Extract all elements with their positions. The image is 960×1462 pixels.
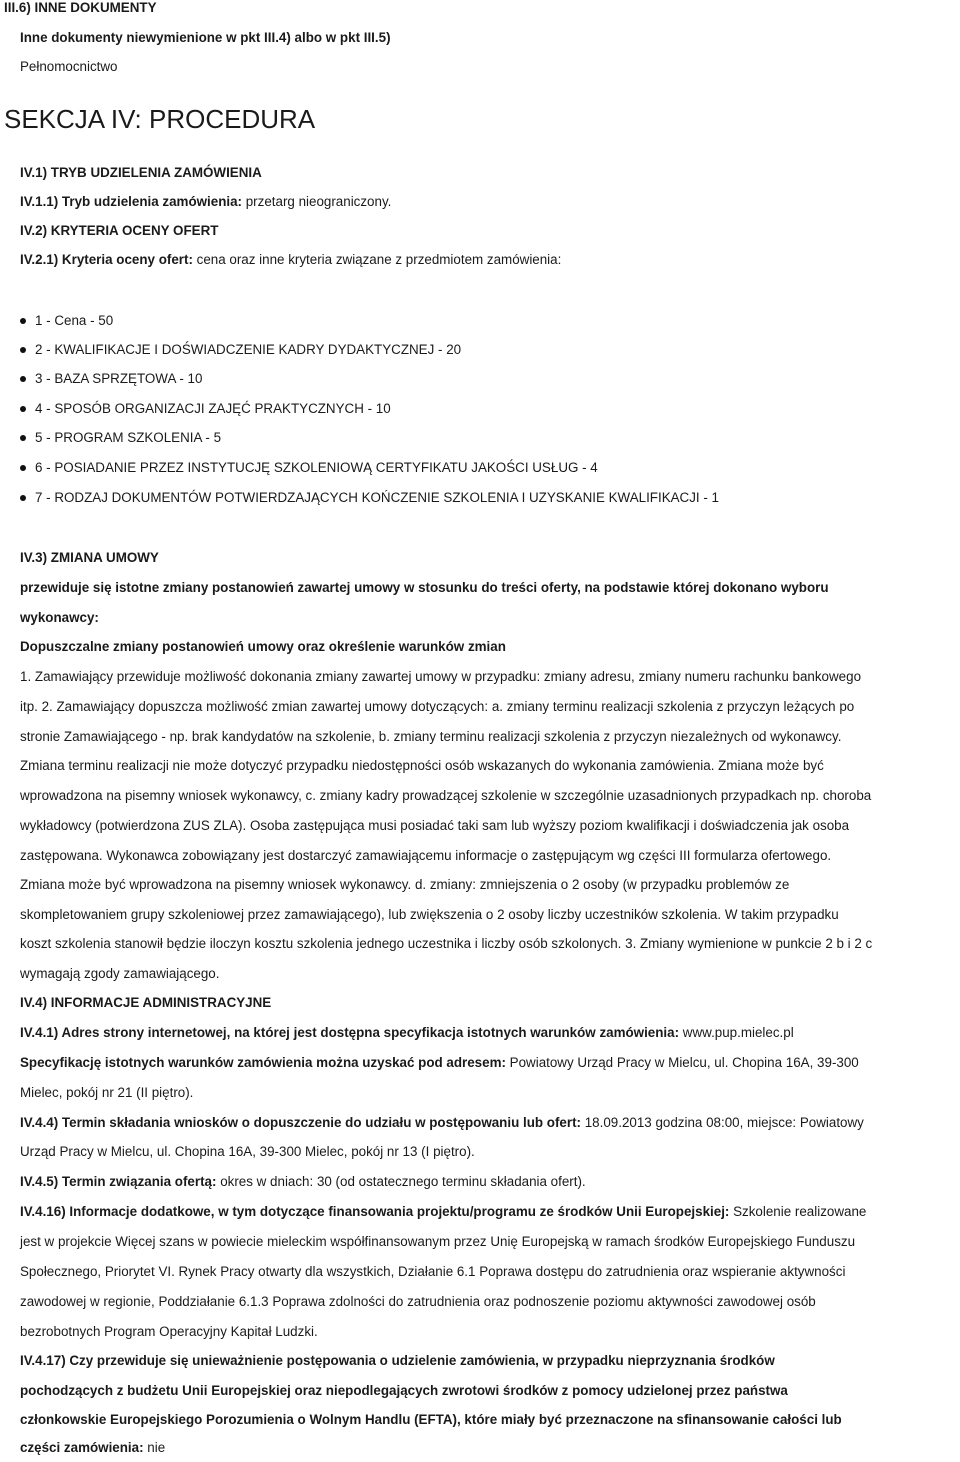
list-item: 2 - KWALIFIKACJE I DOŚWIADCZENIE KADRY DYDAKTYCZNEJ - 20: [35, 342, 461, 358]
paragraph-line: członkowskie Europejskiego Porozumienia o Wolnym Handlu (EFTA), które miały być przeznaczone na sfinansowanie całości lub: [20, 1412, 842, 1427]
paragraph-line: itp. 2. Zamawiający dopuszcza możliwość zmian zawartej umowy dotyczących: a. zmiany terminu realizacji szkolenia z przyczyn leżących po: [20, 699, 855, 714]
row-iv417-last: [20, 1440, 165, 1456]
label-iv21: IV.2.1) Kryteria oceny ofert:: [20, 252, 193, 267]
label-iv417: części zamówienia:: [20, 1440, 144, 1455]
paragraph-line: pochodzących z budżetu Unii Europejskiej oraz niepodlegających zwrotowi środków z pomocy udzielonej przez państwa: [20, 1383, 788, 1398]
value-spec-2: Mielec, pokój nr 21 (II piętro).: [20, 1085, 194, 1100]
list-item: 6 - POSIADANIE PRZEZ INSTYTUCJĘ SZKOLENIOWĄ CERTYFIKATU JAKOŚCI USŁUG - 4: [35, 460, 598, 476]
value-iv41: www.pup.mielec.pl: [679, 1025, 794, 1040]
paragraph-line: koszt szkolenia stanowił będzie iloczyn kosztu szkolenia jednego uczestnika i liczby osób szkolonych. 3. Zmiany wymienione w punkcie 2 b i 2 c: [20, 936, 873, 951]
value-iv21: cena oraz inne kryteria związane z przedmiotem zamówienia:: [192, 252, 562, 267]
bullet-icon: [20, 495, 26, 501]
heading-iv1: IV.1) TRYB UDZIELENIA ZAMÓWIENIA: [20, 165, 262, 180]
paragraph-line: skompletowaniem grupy szkoleniowej przez zamawiającego), lub zwiększenia o 2 osoby liczby uczestników szkolenia. W takim przypadku: [20, 907, 839, 922]
paragraph-line: wykładowcy (potwierdzona ZUS ZLA). Osoba zastępująca musi posiadać taki sam lub wyższy poziom kwalifikacji i doświadczenia jak osoba: [20, 818, 850, 833]
row-iv21: [20, 252, 561, 268]
paragraph-line: zawodowej w regionie, Poddziałanie 6.1.3 Poprawa zdolności do zatrudnienia oraz podnoszenie poziomu aktywności zawodowej osób: [20, 1294, 816, 1309]
paragraph-line: Zmiana terminu realizacji nie może dotyczyć przypadku niedostępności osób wskazanych do wykonania zamówienia. Zmiana może być: [20, 758, 824, 773]
paragraph-line: jest w projekcie Więcej szans w powiecie mieleckim współfinansowanym przez Unię Europejską w ramach środków Europejskiego Funduszu: [20, 1234, 856, 1249]
value-iv417: nie: [143, 1440, 166, 1455]
iv3-line1: przewiduje się istotne zmiany postanowień zawartej umowy w stosunku do treści oferty, na podstawie której dokonano wyboru: [20, 580, 829, 595]
label-iv11: IV.1.1) Tryb udzielenia zamówienia:: [20, 194, 243, 209]
list-item: 7 - RODZAJ DOKUMENTÓW POTWIERDZAJĄCYCH KOŃCZENIE SZKOLENIA I UZYSKANIE KWALIFIKACJI - 1: [35, 490, 719, 506]
value-iv45: okres w dniach: 30 (od ostatecznego terminu składania ofert).: [216, 1174, 586, 1189]
subheading-iii6: Inne dokumenty niewymienione w pkt III.4) albo w pkt III.5): [20, 30, 391, 45]
value-iv11: przetarg nieograniczony.: [242, 194, 392, 209]
value-spec: Powiatowy Urząd Pracy w Mielcu, ul. Chopina 16A, 39-300: [505, 1055, 859, 1070]
heading-iv3: IV.3) ZMIANA UMOWY: [20, 550, 159, 565]
paragraph-line: Społecznego, Priorytet VI. Rynek Pracy otwarty dla wszystkich, Działanie 6.1 Poprawa dostępu do zatrudnienia oraz wspieranie aktywności: [20, 1264, 846, 1279]
paragraph-line: Zmiana może być wprowadzona na pisemny wniosek wykonawcy. d. zmiany: zmniejszenia o 2 osoby (w przypadku problemów ze: [20, 877, 790, 892]
label-iv41: IV.4.1) Adres strony internetowej, na której jest dostępna specyfikacja istotnych warunków zamówienia:: [20, 1025, 680, 1040]
paragraph-line: wymagają zgody zamawiającego.: [20, 966, 220, 981]
iv3-line2: wykonawcy:: [20, 610, 99, 625]
value-iv44-2: Urząd Pracy w Mielcu, ul. Chopina 16A, 39-300 Mielec, pokój nr 13 (I piętro).: [20, 1144, 475, 1159]
list-item: 3 - BAZA SPRZĘTOWA - 10: [35, 371, 202, 387]
paragraph-line: stronie Zamawiającego - np. brak kandydatów na szkolenie, b. zmiany terminu realizacji szkolenia z przyczyn niezależnych od wykonawcy.: [20, 729, 842, 744]
value-iv44: 18.09.2013 godzina 08:00, miejsce: Powiatowy: [581, 1115, 864, 1130]
row-iv45: [20, 1174, 586, 1190]
paragraph-line: bezrobotnych Program Operacyjny Kapitał Ludzki.: [20, 1324, 318, 1339]
heading-iv2: IV.2) KRYTERIA OCENY OFERT: [20, 223, 219, 238]
bullet-icon: [20, 435, 26, 441]
row-iv11: [20, 194, 391, 210]
paragraph-line: 1. Zamawiający przewiduje możliwość dokonania zmiany zawartej umowy w przypadku: zmiany adresu, zmiany numeru rachunku bankowego: [20, 669, 862, 684]
row-iv416: [20, 1204, 866, 1220]
paragraph-line: IV.4.17) Czy przewiduje się unieważnienie postępowania o udzielenie zamówienia, w przypadku nieprzyznania środków: [20, 1353, 775, 1368]
label-iv44: IV.4.4) Termin składania wniosków o dopuszczenie do udziału w postępowaniu lub ofert:: [20, 1115, 581, 1130]
label-spec: Specyfikację istotnych warunków zamówienia można uzyskać pod adresem:: [20, 1055, 506, 1070]
list-item: 4 - SPOSÓB ORGANIZACJI ZAJĘĆ PRAKTYCZNYCH - 10: [35, 401, 391, 417]
row-iv41: [20, 1025, 794, 1041]
label-iv416: IV.4.16) Informacje dodatkowe, w tym dotyczące finansowania projektu/programu ze środków Unii Europejskiej:: [20, 1204, 730, 1219]
label-iv45: IV.4.5) Termin związania ofertą:: [20, 1174, 217, 1189]
list-item: 1 - Cena - 50: [35, 313, 113, 329]
value-iii6: Pełnomocnictwo: [20, 59, 118, 74]
heading-iv4: IV.4) INFORMACJE ADMINISTRACYJNE: [20, 995, 272, 1010]
row-iv44: [20, 1115, 864, 1131]
paragraph-line: wprowadzona na pisemny wniosek wykonawcy, c. zmiany kadry prowadzącej szkolenie w szczególnie uzasadnionych przypadkach np. choroba: [20, 788, 872, 803]
bullet-icon: [20, 406, 26, 412]
section-title: SEKCJA IV: PROCEDURA: [4, 104, 316, 134]
list-item: 5 - PROGRAM SZKOLENIA - 5: [35, 430, 221, 446]
paragraph-line: zastępowana. Wykonawca zobowiązany jest dostarczyć zamawiającemu informacje o zastępującym wg części III formularza ofertowego.: [20, 848, 832, 863]
iv3-line3: Dopuszczalne zmiany postanowień umowy oraz określenie warunków zmian: [20, 639, 506, 654]
bullet-icon: [20, 318, 26, 324]
row-spec: [20, 1055, 859, 1071]
bullet-icon: [20, 376, 26, 382]
bullet-icon: [20, 347, 26, 353]
heading-iii6: III.6) INNE DOKUMENTY: [4, 0, 157, 15]
value-iv416: Szkolenie realizowane: [729, 1204, 867, 1219]
bullet-icon: [20, 465, 26, 471]
